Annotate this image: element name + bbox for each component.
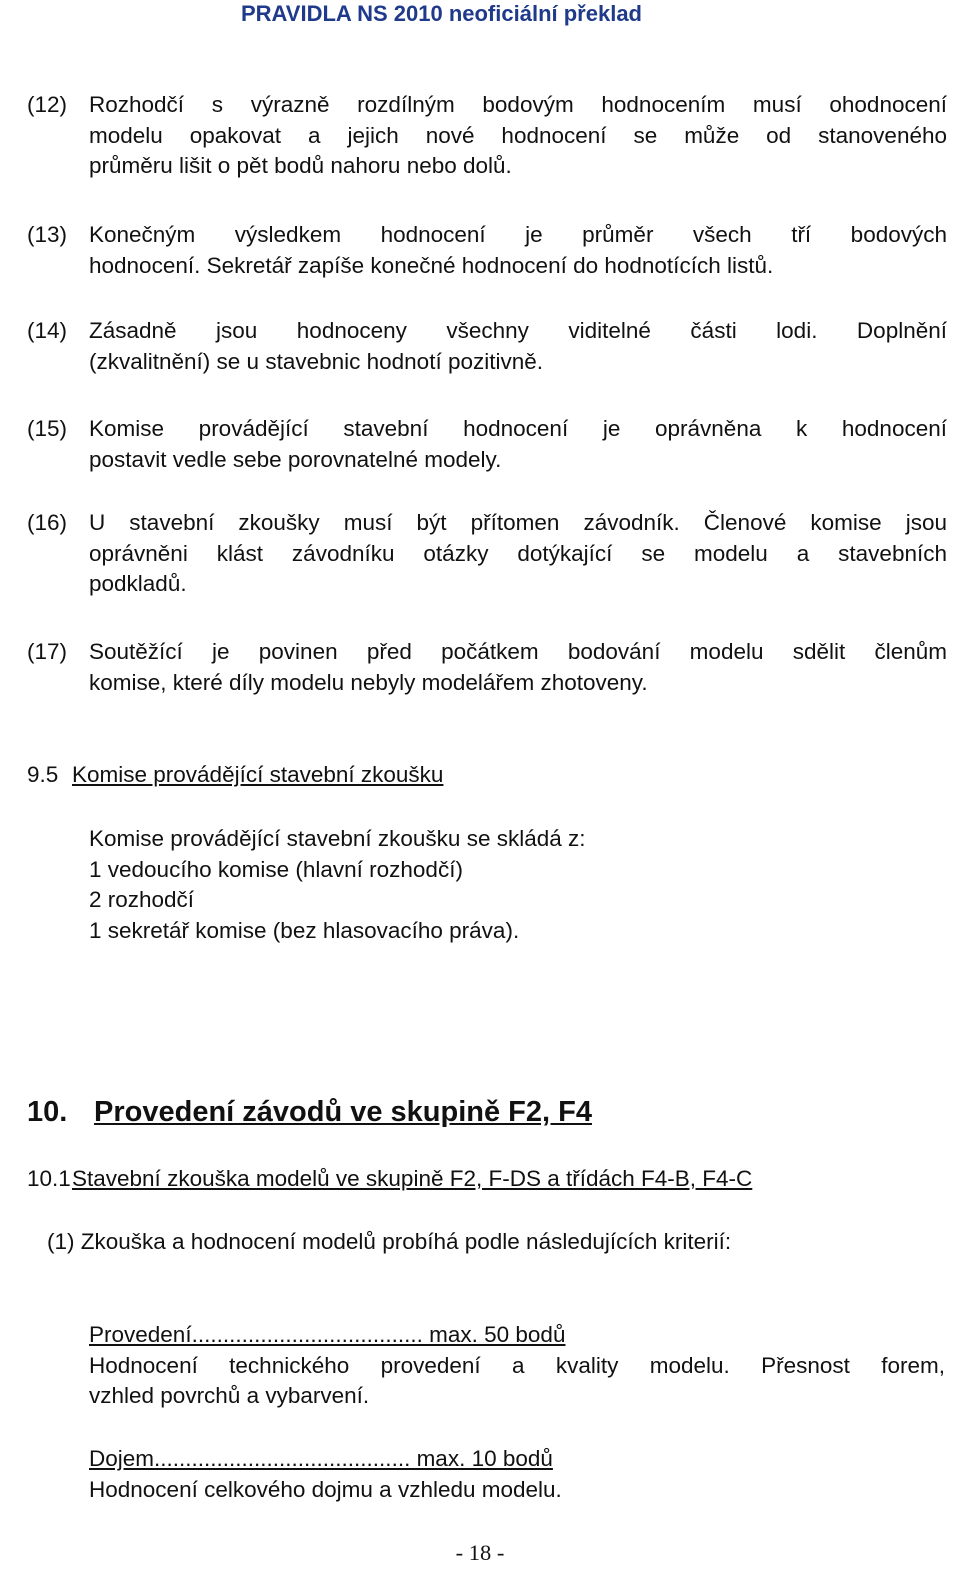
paragraph-line: Rozhodčí s výrazně rozdílným bodovým hodnocením musí ohodnocení: [89, 92, 947, 117]
paragraph-number: (17): [27, 639, 68, 664]
paragraph-line: Konečným výsledkem hodnocení je průměr všech tří bodových: [89, 222, 947, 247]
section-number: 9.5: [27, 762, 59, 787]
paragraph-line: Zásadně jsou hodnoceny všechny viditelné části lodi. Doplnění: [89, 318, 947, 343]
paragraph-number: (16): [27, 510, 68, 535]
paragraph-line: oprávněni klást závodníku otázky dotýkající se modelu a stavebních: [89, 540, 947, 566]
criteria-intro: (1) Zkouška a hodnocení modelů probíhá podle následujících kriterií:: [47, 1229, 732, 1254]
criterion-desc-line: Hodnocení celkového dojmu a vzhledu modelu.: [89, 1476, 562, 1502]
criterion-provedeni: [89, 1320, 945, 1412]
paragraph-line: postavit vedle sebe porovnatelné modely.: [89, 446, 502, 472]
body-line: Komise provádějící stavební zkoušku se skládá z:: [89, 826, 586, 851]
paragraph-line: Komise provádějící stavební hodnocení je oprávněna k hodnocení: [89, 416, 947, 441]
paragraph-line: U stavební zkoušky musí být přítomen závodník. Členové komise jsou: [89, 510, 947, 535]
chapter-title: Provedení závodů ve skupině F2, F4: [94, 1096, 592, 1128]
paragraph-16: [27, 508, 947, 596]
paragraph-number: (15): [27, 416, 68, 441]
paragraph-17: [27, 637, 947, 695]
paragraph-12: [27, 90, 947, 178]
criterion-desc-line: Hodnocení technického provedení a kvality modelu. Přesnost forem,: [89, 1352, 945, 1378]
criterion-dojem: [89, 1444, 945, 1505]
paragraph-line: průměru lišit o pět bodů nahoru nebo dolů.: [89, 153, 512, 178]
paragraph-line: Soutěžící je povinen před počátkem bodování modelu sdělit členům: [89, 639, 947, 664]
section-title: Stavební zkouška modelů ve skupině F2, F-DS a třídách F4-B, F4-C: [72, 1166, 753, 1191]
paragraph-13: [27, 220, 947, 278]
body-line: 1 sekretář komise (bez hlasovacího práva).: [89, 917, 520, 943]
section-number: 10.1: [27, 1166, 71, 1191]
paragraph-line: hodnocení. Sekretář zapíše konečné hodnocení do hodnotících listů.: [89, 252, 774, 278]
paragraph-line: komise, které díly modelu nebyly modelářem zhotoveny.: [89, 669, 648, 695]
page-header: [0, 2, 960, 26]
paragraph-number: (13): [27, 222, 68, 247]
paragraph-14: [27, 316, 947, 374]
chapter-number: 10.: [27, 1096, 68, 1128]
paragraph-line: podkladů.: [89, 571, 187, 596]
criterion-desc-line: vzhled povrchů a vybarvení.: [89, 1383, 370, 1408]
section-body: [89, 824, 586, 946]
body-line: 2 rozhodčí: [89, 887, 195, 912]
paragraph-number: (14): [27, 318, 68, 343]
paragraph-15: [27, 414, 947, 472]
header-title: PRAVIDLA NS 2010 neoficiální překlad: [240, 1, 642, 26]
criterion-label: Dojem......................................... max. 10 bodů: [89, 1446, 553, 1471]
body-line: 1 vedoucího komise (hlavní rozhodčí): [89, 856, 463, 882]
paragraph-number: (12): [27, 92, 68, 117]
page-number: - 18 -: [455, 1540, 505, 1565]
paragraph-line: modelu opakovat a jejich nové hodnocení se může od stanoveného: [89, 122, 947, 148]
paragraph-line: (zkvalitnění) se u stavebnic hodnotí pozitivně.: [89, 348, 543, 374]
section-title: Komise provádějící stavební zkoušku: [72, 762, 444, 787]
criterion-label: Provedení..................................... max. 50 bodů: [89, 1322, 566, 1347]
